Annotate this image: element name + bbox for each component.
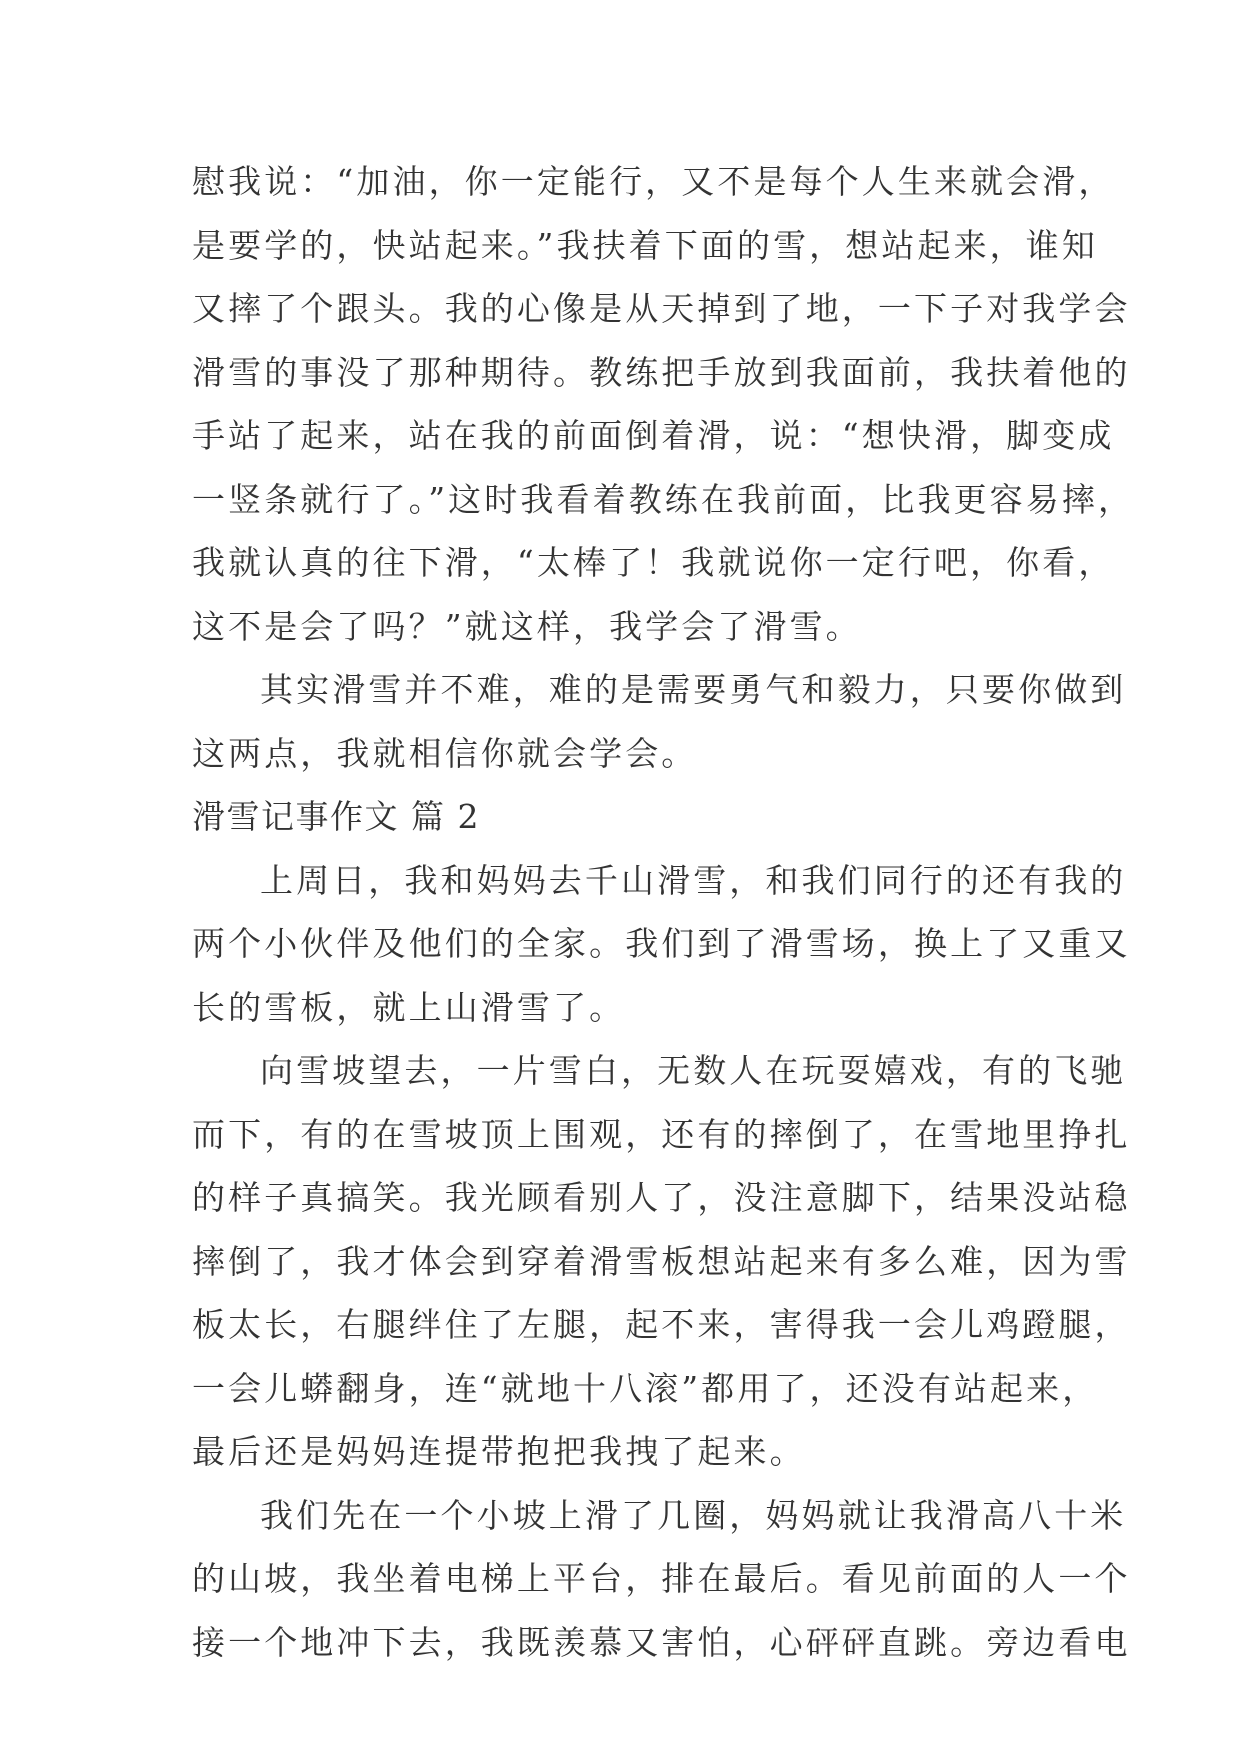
text-line: 向雪坡望去，一片雪白，无数人在玩耍嬉戏，有的飞驰 [260,1051,1127,1090]
text-line: 摔倒了，我才体会到穿着滑雪板想站起来有多么难，因为雪 [192,1241,1131,1281]
text-line: 的山坡，我坐着电梯上平台，排在最后。看见前面的人一个 [192,1559,1131,1598]
text-line: 这两点，我就相信你就会学会。 [192,733,698,773]
text-line: 又摔了个跟头。我的心像是从天掉到了地，一下子对我学会 [192,289,1131,328]
text-line: 长的雪板，就上山滑雪了。 [192,987,626,1027]
text-line: 我就认真的往下滑，“太棒了！我就说你一定行吧，你看， [192,543,1115,582]
text-line: 两个小伙伴及他们的全家。我们到了滑雪场，换上了又重又 [192,924,1131,963]
paragraph [192,1484,1131,1675]
text-line: 其实滑雪并不难，难的是需要勇气和毅力，只要你做到 [260,670,1127,709]
article-body [192,150,1135,1674]
text-line: 接一个地冲下去，我既羡慕又害怕，心砰砰直跳。旁边看电 [192,1622,1131,1662]
text-line: 滑雪的事没了那种期待。教练把手放到我面前，我扶着他的 [192,352,1131,392]
text-line: 板太长，右腿绊住了左腿，起不来，害得我一会儿鸡蹬腿， [192,1305,1131,1344]
text-line: 上周日，我和妈妈去千山滑雪，和我们同行的还有我的 [260,860,1127,900]
text-line: 手站了起来，站在我的前面倒着滑，说：“想快滑，脚变成 [192,416,1115,455]
paragraph [192,849,1131,1040]
text-line: 这不是会了吗？”就这样，我学会了滑雪。 [192,606,862,646]
text-line: 而下，有的在雪坡顶上围观，还有的摔倒了，在雪地里挣扎 [192,1114,1131,1154]
paragraph [192,150,1135,658]
text-line: 最后还是妈妈连提带抱把我拽了起来。 [192,1432,806,1471]
paragraph [192,1039,1131,1484]
text-line: 一会儿蟒翻身，连“就地十八滚”都用了，还没有站起来， [192,1368,1099,1408]
text-line: 慰我说：“加油，你一定能行，又不是每个人生来就会滑， [192,162,1115,201]
text-line: 的样子真搞笑。我光顾看别人了，没注意脚下，结果没站稳 [192,1178,1131,1217]
text-line: 一竖条就行了。”这时我看着教练在我前面，比我更容易摔， [192,479,1135,519]
text-line: 是要学的，快站起来。”我扶着下面的雪，想站起来，谁知 [192,225,1098,265]
section-heading: 滑雪记事作文 篇 2 [192,797,480,836]
paragraph [192,658,1127,785]
text-line: 我们先在一个小坡上滑了几圈，妈妈就让我滑高八十米 [260,1495,1127,1535]
